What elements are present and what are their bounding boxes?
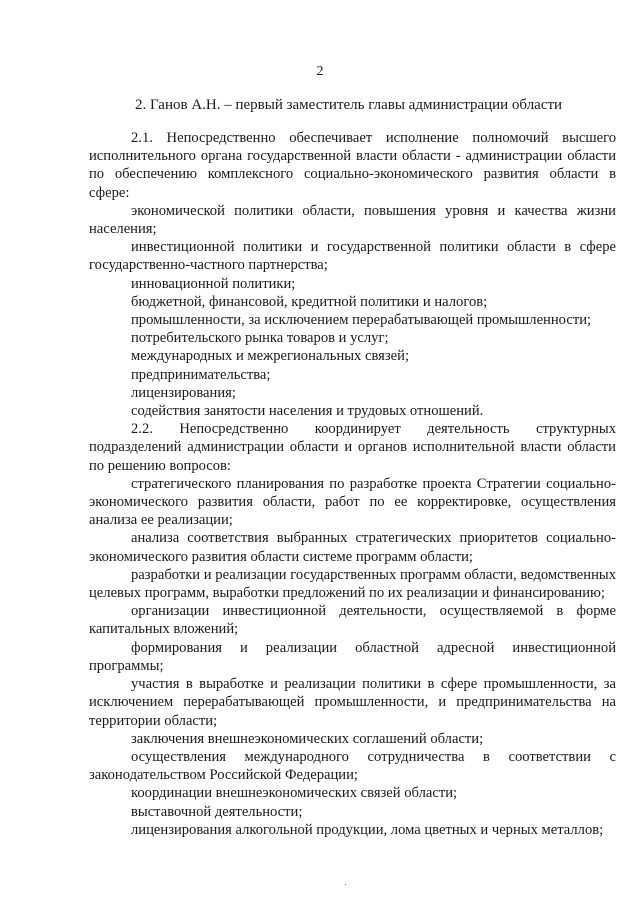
list-item: бюджетной, финансовой, кредитной политики и налогов; <box>131 293 488 310</box>
list-item: предпринимательства; <box>131 366 271 383</box>
list-item: стратегического планирования по разработке проекта Стратегии социально-экономического развития области, работ по ее корректировке, осуществления анализа ее реализации; <box>89 475 616 529</box>
list-item: заключения внешнеэкономических соглашений области; <box>131 730 484 747</box>
list-item: международных и межрегиональных связей; <box>131 348 409 365</box>
list-item: организации инвестиционной деятельности, осуществляемой в форме капитальных вложений; <box>89 603 616 638</box>
list-item: формирования и реализации областной адресной инвестиционной программы; <box>89 639 616 674</box>
scan-mark <box>345 884 346 885</box>
list-item: выставочной деятельности; <box>131 803 303 820</box>
list-item: инновационной политики; <box>131 275 296 292</box>
list-item: лицензирования; <box>131 384 236 401</box>
paragraph-2-1: 2.1. Непосредственно обеспечивает исполнение полномочий высшего исполнительного органа государственной власти области - администрации области по обеспечению комплексного социально-экономического развития области в сфере: <box>89 130 616 201</box>
list-item: участия в выработке и реализации политики в сфере промышленности, за исключением перерабатывающей промышленности, и предпринимательства на территории области; <box>89 676 616 729</box>
list-item: экономической политики области, повышения уровня и качества жизни населения; <box>89 202 616 238</box>
list-item: анализа соответствия выбранных стратегических приоритетов социально-экономического развития области системе программ области; <box>89 530 616 565</box>
list-item: координации внешнеэкономических связей области; <box>131 785 458 802</box>
list-item: инвестиционной политики и государственной политики области в сфере государственно-частного партнерства; <box>89 239 616 274</box>
list-item: осуществления международного сотрудничества в соответствии с законодательством Российской Федерации; <box>89 748 616 784</box>
list-item: промышленности, за исключением перерабатывающей промышленности; <box>131 312 592 329</box>
list-item: потребительского рынка товаров и услуг; <box>131 330 389 347</box>
document-body <box>89 129 616 839</box>
list-item: лицензирования алкогольной продукции, лома цветных и черных металлов; <box>131 821 604 838</box>
section-heading: 2. Ганов А.Н. – первый заместитель главы администрации области <box>135 97 563 113</box>
page-number: 2 <box>316 64 324 79</box>
list-item: разработки и реализации государственных программ области, ведомственных целевых программ, выработки предложений по их реализации и финансированию; <box>89 566 616 602</box>
paragraph-2-2: 2.2. Непосредственно координирует деятельность структурных подразделений администрации области и органов исполнительной власти области по решению вопросов: <box>89 421 616 474</box>
list-item: содействия занятости населения и трудовых отношений. <box>131 403 484 420</box>
